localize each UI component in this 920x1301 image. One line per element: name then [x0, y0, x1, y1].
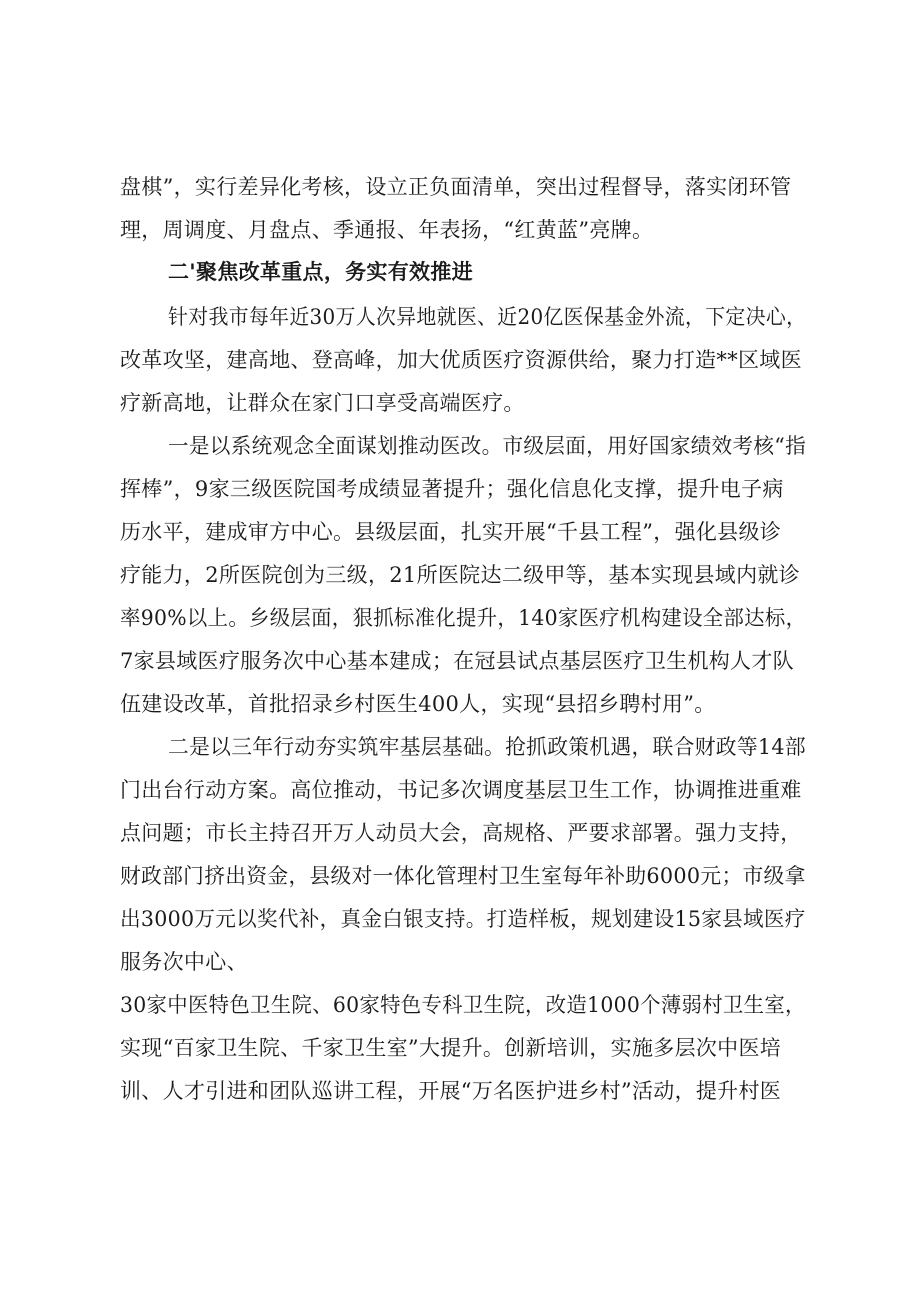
text-line: 训、人才引进和团队巡讲工程，开展“万名医护进乡村”活动，提升村医 — [120, 1079, 782, 1103]
text-line: 财政部门挤出资金，县级对一体化管理村卫生室每年补助6000元；市级拿 — [120, 864, 806, 888]
text-line: 伍建设改革，首批招录乡村医生400人，实现“县招乡聘村用”。 — [120, 692, 716, 716]
section-heading: 二'聚焦改革重点，务实有效推进 — [168, 260, 473, 284]
text-line: 疗新高地，让群众在家门口享受高端医疗。 — [120, 391, 525, 415]
text-line: 理，周调度、月盘点、季通报、年表扬，“红黄蓝”亮牌。 — [120, 218, 654, 242]
text-line: 出3000万元以奖代补，真金白银支持。打造样板，规划建设15家县域医疗 — [120, 907, 806, 931]
text-line: 服务次中心、 — [120, 950, 248, 974]
text-line: 率90%以上。乡级层面，狠抓标准化提升，140家医疗机构建设全部达标， — [120, 606, 807, 630]
text-line: 30家中医特色卫生院、60家特色专科卫生院，改造1000个薄弱村卫生室， — [120, 993, 806, 1017]
text-line: 7家县域医疗服务次中心基本建成；在冠县试点基层医疗卫生机构人才队 — [120, 649, 794, 673]
text-line: 二是以三年行动夯实筑牢基层基础。抢抓政策机遇，联合财政等14部 — [168, 735, 807, 759]
text-line: 一是以系统观念全面谋划推动医改。市级层面，用好国家绩效考核“指 — [168, 434, 807, 458]
text-line: 挥棒”，9家三级医院国考成绩显著提升；强化信息化支撑，提升电子病 — [120, 477, 784, 501]
text-line: 改革攻坚，建高地、登高峰，加大优质医疗资源供给，聚力打造**区域医 — [120, 348, 802, 372]
text-line: 点问题；市长主持召开万人动员大会，高规格、严要求部署。强力支持， — [120, 821, 802, 845]
text-line: 盘棋”，实行差异化考核，设立正负面清单，突出过程督导，落实闭环管 — [120, 175, 792, 199]
text-line: 历水平，建成审方中心。县级层面，扎实开展“千县工程”，强化县级诊 — [120, 520, 782, 544]
text-line: 实现“百家卫生院、千家卫生室”大提升。创新培训，实施多层次中医培 — [120, 1036, 782, 1060]
text-line: 疗能力，2所医院创为三级，21所医院达二级甲等，基本实现县域内就诊 — [120, 563, 800, 587]
text-line: 门出台行动方案。高位推动，书记多次调度基层卫生工作，协调推进重难 — [120, 778, 802, 802]
text-line: 针对我市每年近30万人次异地就医、近20亿医保基金外流，下定决心， — [168, 305, 807, 329]
